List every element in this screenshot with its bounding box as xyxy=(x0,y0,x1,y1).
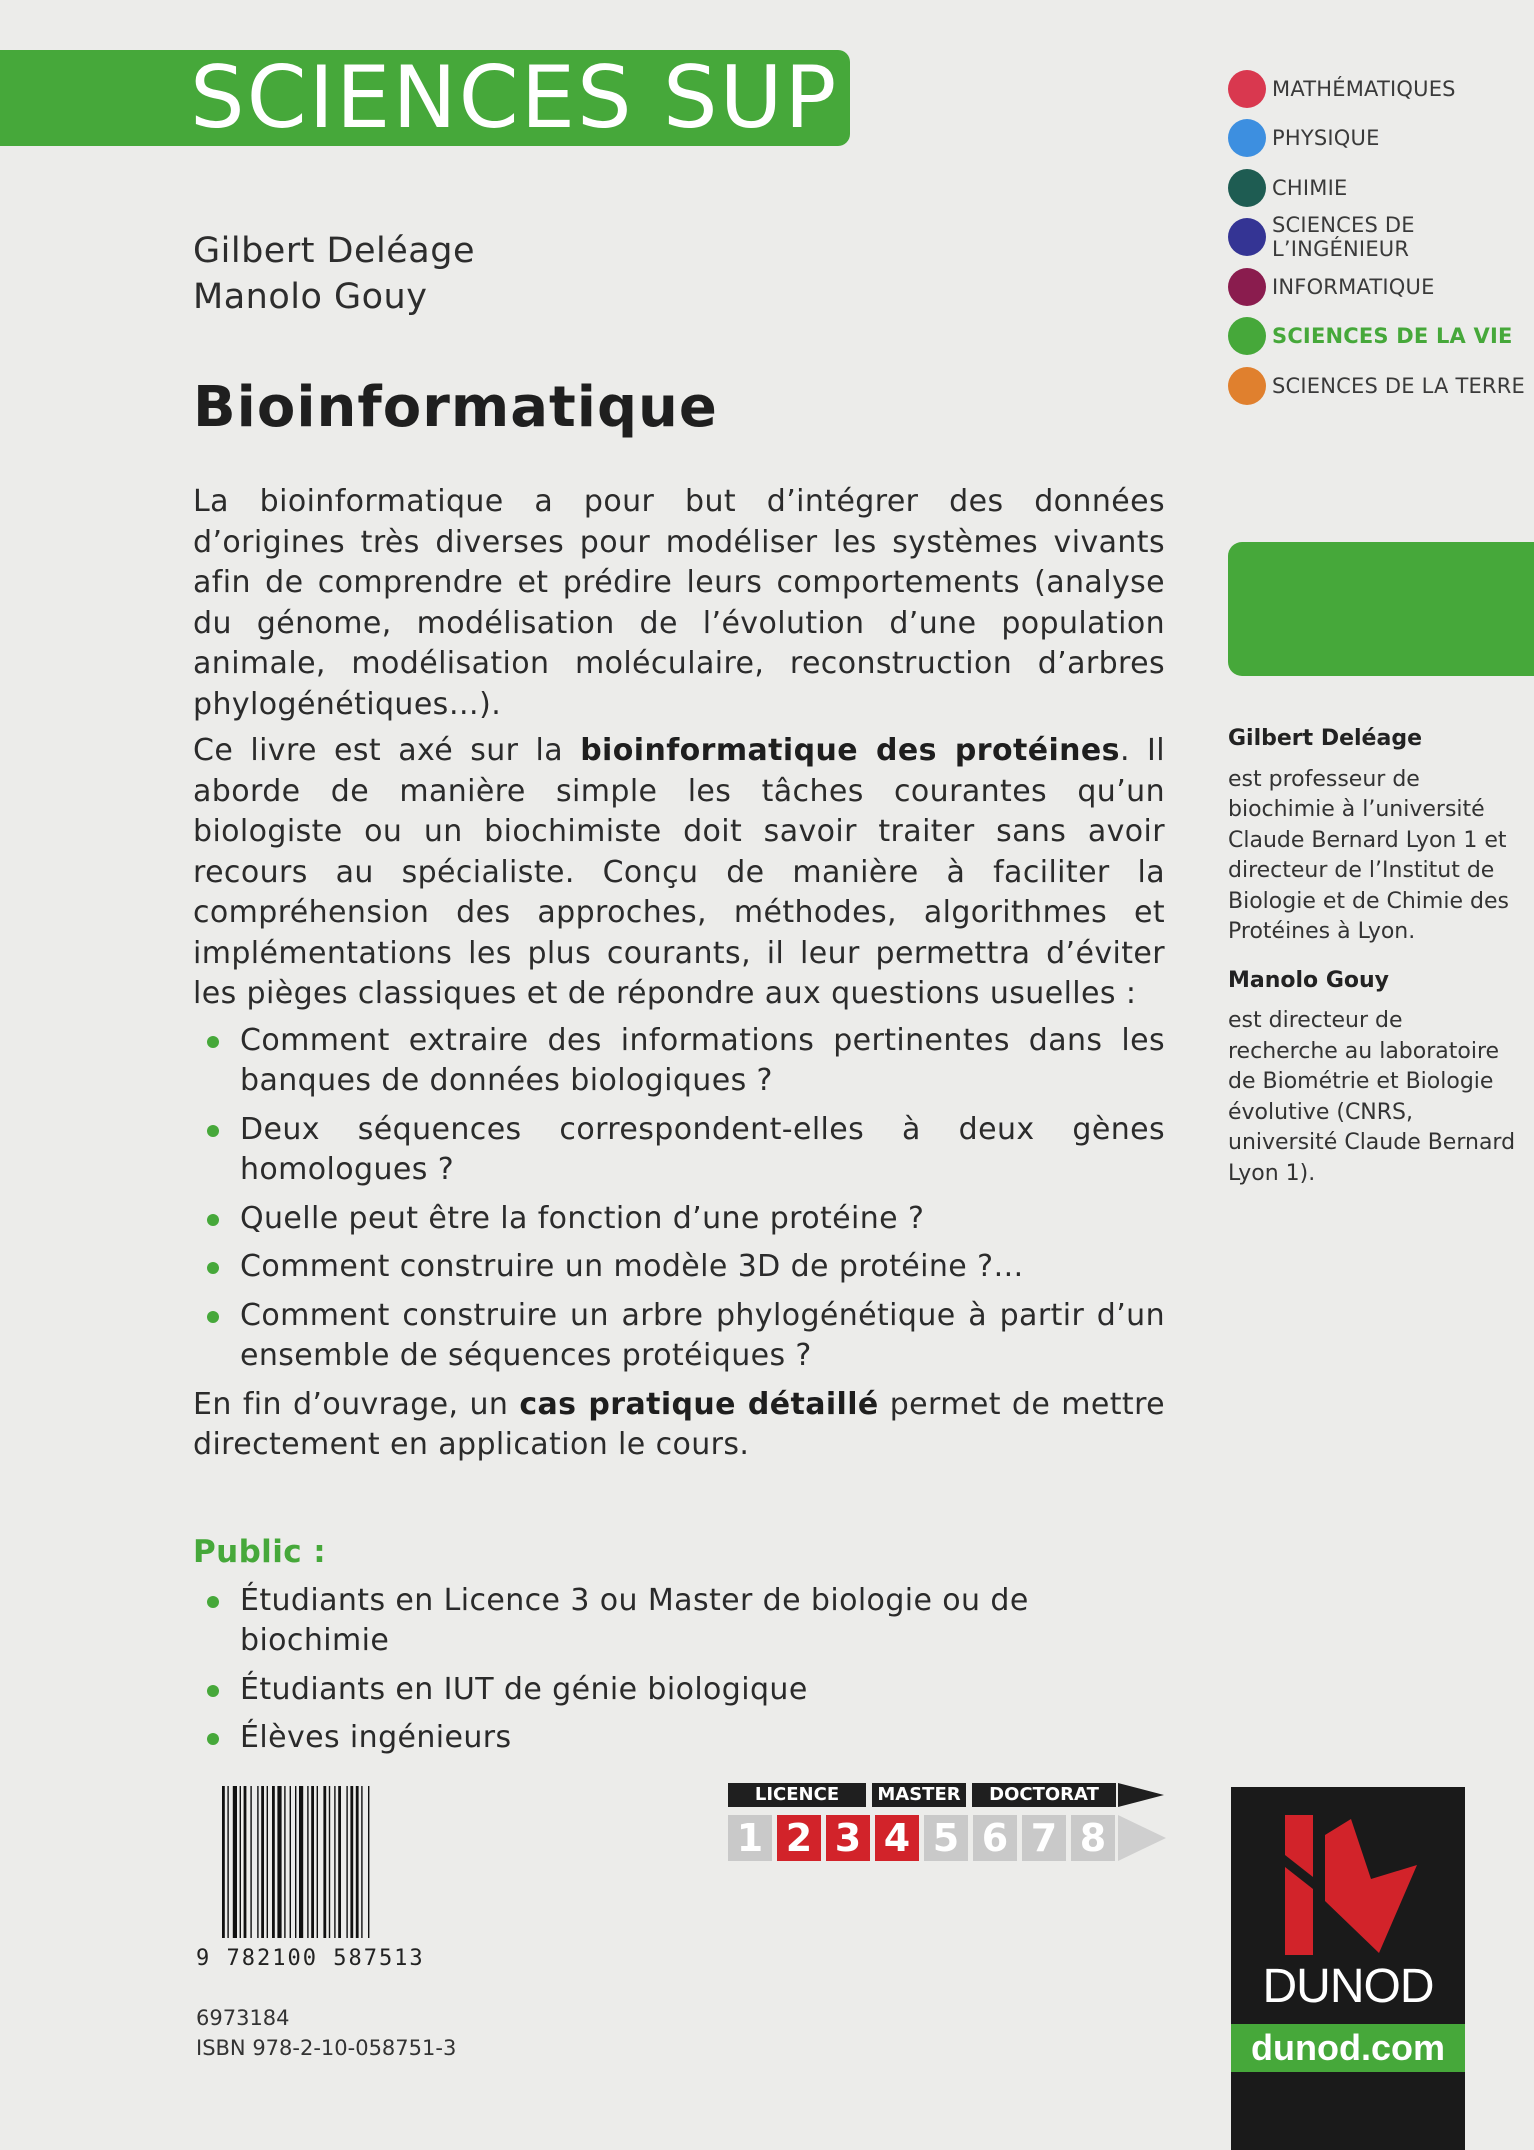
list-item: Quelle peut être la fonction d’une protéine ? xyxy=(193,1199,1165,1240)
list-item: Comment construire un arbre phylogénétique à partir d’un ensemble de séquences protéiques ? xyxy=(193,1296,1165,1377)
level-arrow-head-icon xyxy=(1118,1783,1164,1807)
catalog-info xyxy=(196,2003,456,2063)
author-2: Manolo Gouy xyxy=(193,277,428,317)
discipline-label: CHIMIE xyxy=(1272,175,1348,200)
level-number: 1 xyxy=(728,1815,772,1861)
bio-text: est directeur de recherche au laboratoire de Biométrie et Biologie évolutive (CNRS, université Claude Bernard Lyon 1). xyxy=(1228,1008,1516,1186)
discipline-label: INFORMATIQUE xyxy=(1272,274,1435,299)
level-number: 4 xyxy=(875,1815,919,1861)
bio-name: Gilbert Deléage xyxy=(1228,726,1422,751)
discipline-item xyxy=(1228,114,1534,164)
discipline-label: SCIENCES DE L’INGÉNIEUR xyxy=(1272,213,1415,262)
level-label-licence: LICENCE xyxy=(728,1783,866,1807)
level-number: 6 xyxy=(973,1815,1017,1861)
audience-section xyxy=(193,1532,1165,1767)
level-indicator xyxy=(728,1783,1168,1863)
author-1: Gilbert Deléage xyxy=(193,231,475,271)
discipline-label: SCIENCES DE LA VIE xyxy=(1272,324,1513,349)
discipline-item xyxy=(1228,312,1534,362)
paragraph-intro: La bioinformatique a pour but d’intégrer des données d’origines très diverses pour modéliser les systèmes vivants afin de comprendre et prédire leurs comportements (analyse du génome, modélisation de l’évolution d’une population animale, modélisation moléculaire, reconstruction d’arbres phylogénétiques…). xyxy=(193,484,1165,722)
level-label-master: MASTER xyxy=(872,1783,966,1807)
color-tab xyxy=(1228,542,1534,676)
discipline-dot-icon xyxy=(1228,367,1266,405)
discipline-dot-icon xyxy=(1228,169,1266,207)
series-banner: SCIENCES SUP xyxy=(0,50,850,146)
barcode-number: 9 782100 587513 xyxy=(196,1946,425,1971)
publisher-logo xyxy=(1231,1787,1465,2150)
discipline-label: MATHÉMATIQUES xyxy=(1272,76,1456,101)
paragraph-focus: Ce livre est axé sur la bioinformatique des protéines. Il aborde de manière simple les tâches courantes qu’un biologiste ou un biochimiste doit savoir traiter sans avoir recours au spécialiste. Conçu de manière à faciliter la compréhension des approches, méthodes, algorithmes et implémentations les plus courants, il leur permettra d’éviter les pièges classiques et de répondre aux questions usuelles : xyxy=(193,733,1165,1011)
discipline-label: PHYSIQUE xyxy=(1272,126,1380,151)
book-title: Bioinformatique xyxy=(193,375,718,440)
bio-text: est professeur de biochimie à l’université Claude Bernard Lyon 1 et directeur de l’Institut de Biologie et de Chimie des Protéines à Lyon. xyxy=(1228,766,1509,944)
discipline-label: SCIENCES DE LA TERRE xyxy=(1272,373,1525,398)
audience-title: Public : xyxy=(193,1534,326,1570)
discipline-item xyxy=(1228,163,1534,213)
publisher-name: DUNOD xyxy=(1262,1960,1434,2013)
list-item: Étudiants en Licence 3 ou Master de biologie ou de biochimie xyxy=(193,1581,1165,1662)
level-number: 8 xyxy=(1071,1815,1115,1861)
discipline-dot-icon xyxy=(1228,268,1266,306)
author-names xyxy=(193,228,475,320)
level-number: 7 xyxy=(1022,1815,1066,1861)
catalog-ref: 6973184 xyxy=(196,2006,290,2030)
discipline-item xyxy=(1228,213,1534,263)
description xyxy=(193,482,1165,1472)
bio-name: Manolo Gouy xyxy=(1228,967,1390,993)
author-bios xyxy=(1228,724,1518,1207)
audience-list xyxy=(193,1581,1165,1759)
discipline-item xyxy=(1228,361,1534,411)
list-item: Comment construire un modèle 3D de protéine ?… xyxy=(193,1247,1165,1288)
level-number: 2 xyxy=(777,1815,821,1861)
list-item: Deux séquences correspondent-elles à deux gènes homologues ? xyxy=(193,1110,1165,1191)
dunod-mark-icon xyxy=(1267,1805,1429,1963)
discipline-item xyxy=(1228,262,1534,312)
level-label-doctorat: DOCTORAT xyxy=(972,1783,1116,1807)
isbn: ISBN 978-2-10-058751-3 xyxy=(196,2036,457,2060)
list-item: Comment extraire des informations pertinentes dans les banques de données biologiques ? xyxy=(193,1021,1165,1102)
discipline-item xyxy=(1228,64,1534,114)
discipline-dot-icon xyxy=(1228,119,1266,157)
barcode xyxy=(220,1786,448,1938)
list-item: Élèves ingénieurs xyxy=(193,1718,1165,1759)
level-arrow-icon xyxy=(1118,1815,1166,1861)
publisher-site: dunod.com xyxy=(1231,2024,1465,2072)
discipline-dot-icon xyxy=(1228,70,1266,108)
list-item: Étudiants en IUT de génie biologique xyxy=(193,1670,1165,1711)
discipline-legend xyxy=(1228,64,1534,411)
level-number: 3 xyxy=(826,1815,870,1861)
questions-list xyxy=(193,1021,1165,1377)
discipline-dot-icon xyxy=(1228,317,1266,355)
level-number: 5 xyxy=(924,1815,968,1861)
paragraph-case-study: En fin d’ouvrage, un cas pratique détaillé permet de mettre directement en application le cours. xyxy=(193,1386,1166,1462)
discipline-dot-icon xyxy=(1228,218,1266,256)
